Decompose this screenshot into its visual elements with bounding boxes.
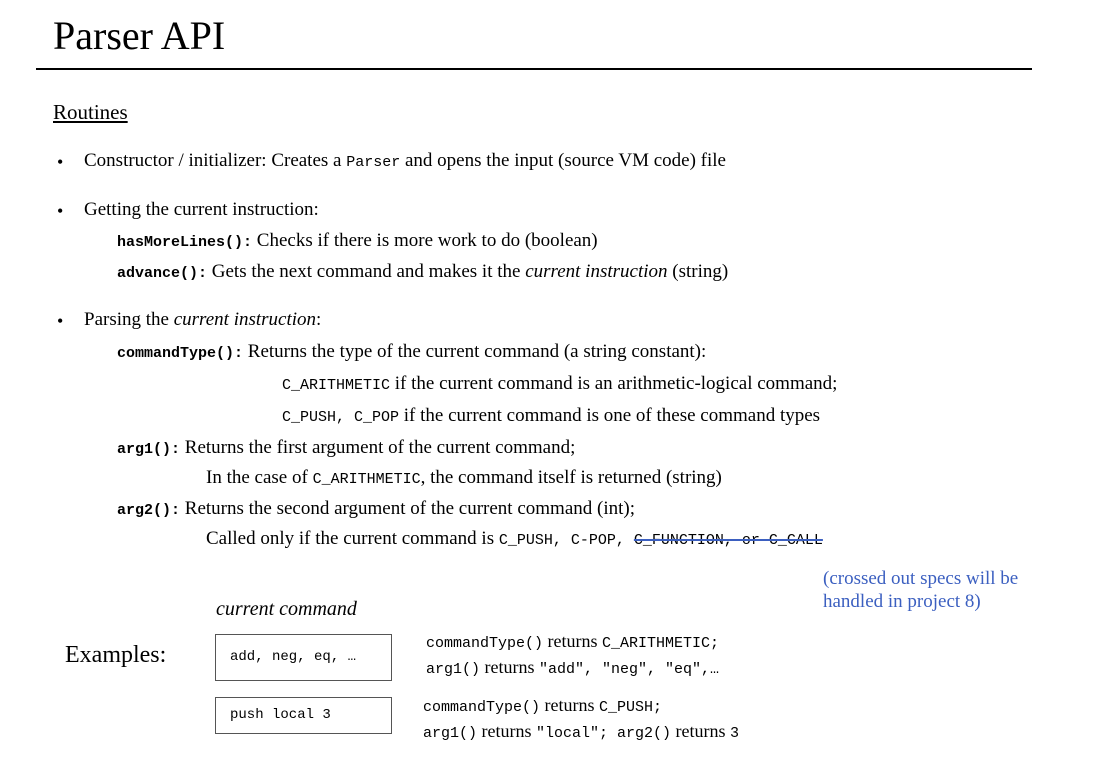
example-command-2: push local 3 [230,707,331,723]
title-divider [36,68,1032,70]
has-more-lines-row [117,230,598,252]
advance-desc-b: (string) [667,261,729,282]
c-push-pop-text: if the current command is one of these command types [399,405,821,426]
parser-code: Parser [346,154,401,171]
command-type-arith-row [282,373,837,395]
example-command-box [215,697,392,734]
example-2-returns-2: returns [477,721,536,741]
examples-label: Examples: [65,642,167,668]
arg2-row [117,498,635,520]
crossed-out-note [823,567,1018,613]
arg1-row [117,437,575,459]
advance-row [117,261,728,283]
bullet-icon: • [57,201,64,221]
arg1-sig: arg1(): [117,441,181,458]
example-1-arg1-values: "add", "neg", "eq",… [539,661,720,678]
example-2-line-2 [423,721,739,742]
arg1-detail-row [206,467,722,489]
section-heading: Routines [53,100,128,124]
example-2-line-1 [423,695,662,716]
has-more-lines-sig: hasMoreLines(): [117,234,253,251]
arg1-detail-b: , the command itself is returned (string) [420,467,722,488]
example-2-arg2-value: 3 [730,725,740,742]
example-command-box [215,634,392,681]
parsing-text-b: : [316,309,322,330]
arg2-struck-specs: C_FUNCTION, or C_CALL [633,532,823,549]
example-2-returns-3: returns [671,721,731,741]
bullet-parsing-instruction [84,309,321,331]
command-type-row [117,341,706,363]
parsing-text-a: Parsing the [84,309,174,330]
arg2-detail-row [206,528,823,550]
bullet-icon: • [57,152,64,172]
advance-sig: advance(): [117,265,208,282]
command-type-sig: commandType(): [117,345,244,362]
example-2-func: commandType() [423,699,541,716]
example-command-1: add, neg, eq, … [230,649,357,665]
example-1-line-1 [426,631,719,652]
has-more-lines-desc: Checks if there is more work to do (boolean) [256,230,598,251]
arg2-desc: Returns the second argument of the current command (int); [184,498,636,519]
parsing-text-em: current instruction [173,309,317,330]
arg1-detail-code: C_ARITHMETIC [312,471,421,488]
example-2-returns: returns [540,695,600,715]
arg2-detail-code: C_PUSH, C-POP, [498,532,634,549]
bullet-getting-instruction: Getting the current instruction: [84,199,319,220]
note-line-1: (crossed out specs will be [823,568,1019,589]
constructor-text-b: and opens the input (source VM code) file [400,150,726,171]
c-push-pop-code: C_PUSH, C_POP [282,409,400,426]
arg2-detail-a: Called only if the current command is [206,528,499,549]
advance-desc-em: current instruction [525,261,668,282]
example-1-arg1: arg1() [426,661,481,678]
example-2-arg2: arg2() [617,725,672,742]
bullet-constructor [84,150,726,172]
example-1-line-2 [426,657,719,678]
note-line-2: handled in project 8) [823,591,981,612]
c-arithmetic-text: if the current command is an arithmetic-logical command; [390,373,838,394]
example-1-func: commandType() [426,635,544,652]
example-2-value: C_PUSH; [599,699,663,716]
example-1-value: C_ARITHMETIC; [602,635,720,652]
bullet-icon: • [57,311,64,331]
command-type-desc: Returns the type of the current command (a string constant): [247,341,707,362]
example-2-arg1: arg1() [423,725,478,742]
current-command-label: current command [216,598,357,620]
c-arithmetic-code: C_ARITHMETIC [282,377,391,394]
example-2-arg1-value: "local"; [536,725,618,742]
arg1-detail-a: In the case of [206,467,313,488]
command-type-push-pop-row [282,405,820,427]
example-1-returns-2: returns [480,657,539,677]
arg1-desc: Returns the first argument of the current command; [184,437,576,458]
advance-desc-a: Gets the next command and makes it the [211,261,526,282]
example-1-returns: returns [543,631,603,651]
arg2-sig: arg2(): [117,502,181,519]
constructor-text-a: Constructor / initializer: Creates a [84,150,347,171]
page-title: Parser API [53,13,226,58]
